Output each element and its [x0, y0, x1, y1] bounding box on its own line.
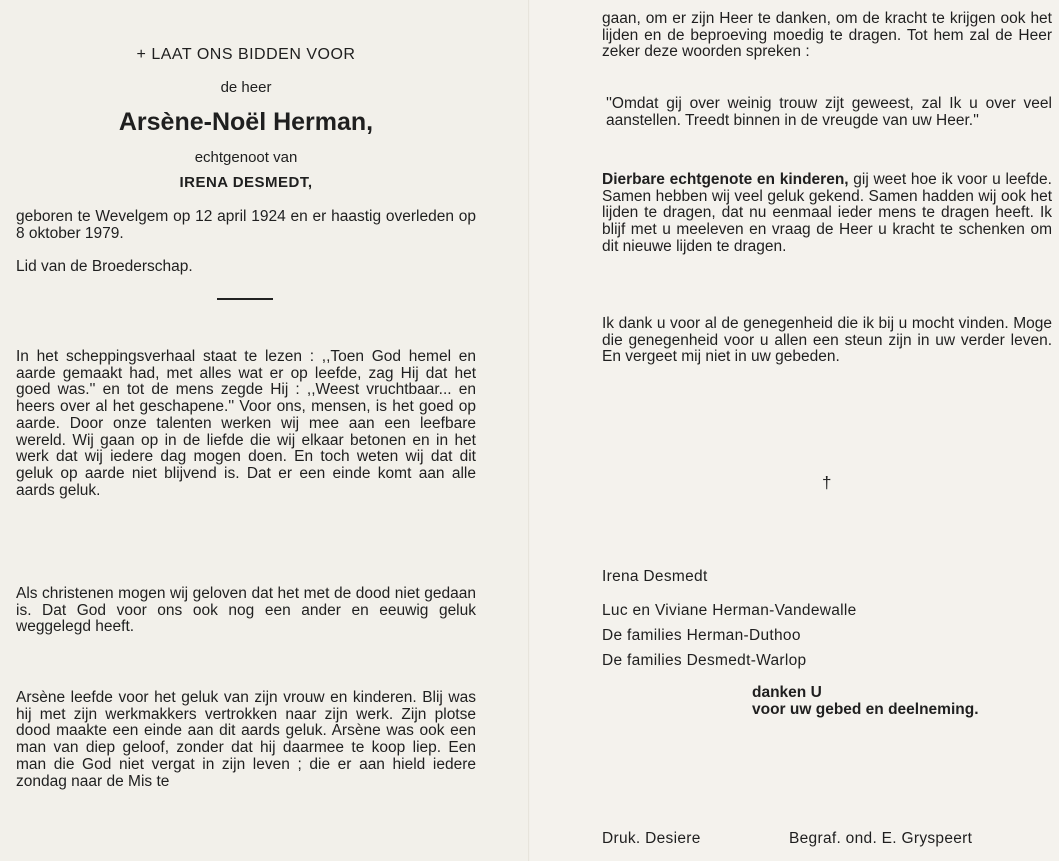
paragraph-gratitude: Ik dank u voor al de genegenheid die ik bij u mocht vinden. Moge die genegenheid voor u allen een steun zijn in uw verder leven. En vergeet mij niet in uw gebeden.	[602, 315, 1052, 366]
paragraph-creation: In het scheppingsverhaal staat te lezen : ,,Toen God hemel en aarde gemaakt had, met alles wat er op leefde, zag Hij dat het goed was.'' en tot de mens zegde Hij : ,,Weest vruchtbaar... en heers over al het geschapene.'' Voor ons, mensen, is het goed op aarde. Door onze talenten werken wij mee aan een leefbare wereld. Wij gaan op in de liefde die wij elkaar betonen en in het werk dat wij iedere dag mogen doen. En toch weten wij dat dit geluk op aarde niet blijvend is. Dat er een einde komt aan alle aards geluk.	[16, 348, 476, 499]
paragraph-continued: gaan, om er zijn Heer te danken, om de kracht te krijgen ook het lijden en de beproeving moedig te dragen. Tot hem zal de Heer zeker deze woorden spreken :	[602, 10, 1052, 61]
right-page	[530, 0, 1059, 861]
printer-credit: Druk. Desiere	[602, 830, 701, 847]
family-line: Irena Desmedt	[602, 568, 708, 585]
family-line: De families Herman-Duthoo	[602, 627, 801, 644]
address-bold: Dierbare echtgenote en kinderen,	[602, 171, 849, 188]
bible-quote: ''Omdat gij over weinig trouw zijt geweest, zal Ik u over veel aanstellen. Treedt binnen in de vreugde van uw Heer.''	[606, 95, 1052, 129]
family-line: Luc en Viviane Herman-Vandewalle	[602, 602, 857, 619]
undertaker-credit: Begraf. ond. E. Gryspeert	[789, 830, 973, 847]
prayer-heading: + LAAT ONS BIDDEN VOOR	[136, 46, 356, 63]
family-line: De families Desmedt-Warlop	[602, 652, 807, 669]
birth-death-text: geboren te Wevelgem op 12 april 1924 en er haastig overleden op 8 oktober 1979.	[16, 208, 476, 242]
thanks-line: voor uw gebed en deelneming.	[752, 701, 979, 718]
title-heer: de heer	[220, 79, 272, 96]
deceased-name: Arsène-Noël Herman,	[118, 108, 374, 136]
thanks-block	[752, 684, 979, 718]
cross-icon: †	[822, 473, 832, 492]
paragraph-life: Arsène leefde voor het geluk van zijn vrouw en kinderen. Blij was hij met zijn werkmakkers vertrokken naar zijn werk. Zijn plotse dood maakte een einde aan dit aards geluk. Arsène was ook een man van diep geloof, zonder dat hij daarmee te koop liep. Een man die God niet vergat in zijn leven ; die er aan hield iedere zondag naar de Mis te	[16, 689, 476, 790]
paragraph-faith: Als christenen mogen wij geloven dat het met de dood niet gedaan is. Dat God voor ons ook nog een ander en eeuwig geluk weggelegd heeft.	[16, 585, 476, 636]
membership-text: Lid van de Broederschap.	[16, 258, 193, 275]
paragraph-address	[602, 172, 1052, 256]
spouse-name: IRENA DESMEDT,	[179, 174, 313, 191]
address-text: gij weet hoe ik voor u leefde. Samen hebben wij veel geluk gekend. Samen hadden wij ook het lijden te dragen, dat nu eenmaal ieder mens te dragen heeft. Ik blijf met u meeleven en vraag de Heer u kracht te schenken om dit nieuwe lijden te dragen.	[602, 171, 1052, 255]
thanks-line: danken U	[752, 684, 822, 701]
spouse-label: echtgenoot van	[194, 149, 298, 166]
divider-rule	[217, 298, 273, 300]
